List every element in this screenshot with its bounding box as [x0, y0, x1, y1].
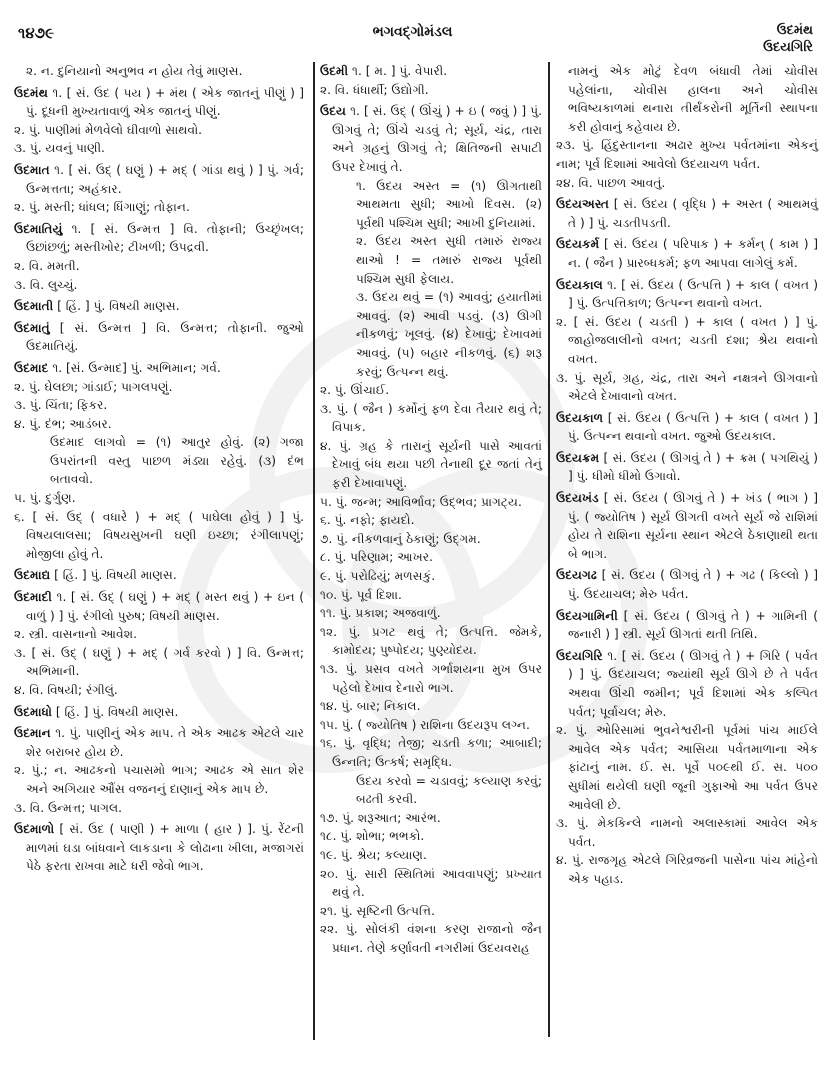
idiom: ૧. ઉદય અસ્ત = (૧) ઊગતાથી આથમતા સુધી; આખો દિવસ. (૨) પૂર્વથી પશ્ચિમ સુધી; આખી દુનિયામાં.	[356, 178, 542, 230]
definition: [ સં. ઉન્મત્ત ] વિ. ઉન્મત્ત; તોફાની. જુઓ ઉદમાતિયું.	[26, 320, 304, 354]
headword: ઉદયગિરિ	[556, 648, 603, 663]
definition: ૧. [ સં. ઉદ ( પય ) + મંથ ( એક જાતનું પીણું ) ] પું. દૂધની મુખ્યતાવાળું એક જાતનું પીણું.	[26, 85, 305, 119]
entry-continuation: ૨. ન. દુનિયાનો અનુભવ ન હોય તેવું માણસ.	[26, 64, 243, 78]
headword: ઉદમંથ	[14, 85, 48, 100]
definition: [ સં. ઉદય ( પરિપાક ) + કર્મન્ ( કામ ) ] ન. ( જૈન ) પ્રારબ્ધકર્મ; ફળ આપવા લાગેલું કર્મ.	[568, 237, 818, 270]
dictionary-entry: ઉદયકાલ ૧. [ સં. ઉદય ( ઉત્પત્તિ ) + કાલ ( વખત ) ] પું. ઉત્પત્તિકાળ; ઉત્પન્ન થવાનો વખત. ૨. [ સં. ઉદય ( ચડતી ) + કાલ ( વખત ) ] પું. જાહોજલાલીનો વખત; ચડતી દશા; શ્રેય થવાનો વખત. ૩. પું. સૂર્ય, ગ્રહ, ચંદ્ર, તારા અને નક્ષત્રને ઊગવાનો એટલે દેખાવાનો વખત.	[556, 277, 819, 404]
dictionary-entry: ઉદમંથ ૧. [ સં. ઉદ ( પય ) + મંથ ( એક જાતનું પીણું ) ] પું. દૂધની મુખ્યતાવાળું એક જાતનું પીણું. ૨. પું. પાણીમાં મેળવેલો ઘીવાળો સાથવો. ૩. પું. યવનું પાણી.	[14, 85, 305, 156]
definition: ૧. [ સં. ઉદય ( ઉત્પત્તિ ) + કાલ ( વખત ) ] પું. ઉત્પત્તિકાળ; ઉત્પન્ન થવાનો વખત.	[568, 277, 819, 311]
dictionary-entry	[14, 820, 304, 876]
headword: ઉદમાદ	[14, 360, 49, 375]
dictionary-entry	[14, 319, 304, 356]
headword: ઉદમાદ્ય	[14, 568, 51, 583]
dictionary-columns	[0, 62, 825, 1062]
dictionary-entry	[14, 297, 304, 316]
column-3	[556, 62, 818, 892]
dictionary-entry: ઉદમાતિયું ૧. [ સં. ઉન્મત્ત ] વિ. તોફાની; ઉચ્છૃંખલ; ઉછાંછળું; મસ્તીખોર; ટીખળી; ઉપદ્રવી. ૨. વિ. મમતી. ૩. વિ. લુચ્ચું.	[14, 221, 305, 292]
dictionary-entry: ઉદમાદ ૧. [સં. ઉન્માદ] પું. અભિમાન; ગર્વ. ૨. પું. ઘેલછા; ગાંડાઈ; પાગલપણું. ૩. પું. ચિંતા; ફિકર. ૪. પું. દંભ; આડંબર. ઉદમાદ લાગવો = (૧) આતુર હોવું. (૨) ગજા ઉપરાંતની વસ્તુ પાછળ મંડ્યા રહેવું. (૩) દંભ બતાવવો. ૫. પું. દુર્ગુણ. ૬. [ સં. ઉદ્ ( વધારે ) + મદ્ ( પાઘેલા હોવું ) ] પું. વિષયલાલસા; વિષયસુખની ઘણી ઇચ્છા; રંગીલાપણું; મોજીલા હોવું તે.	[14, 360, 304, 561]
dictionary-entry: ઉદમાન ૧. પું. પાણીનું એક માપ. તે એક આઢક એટલે ચાર શેર બરાબર હોય છે. ૨. પું.; ન. આઢકનો પચાસમો ભાગ; આઢક એ સાત શેર અને અગિયાર ઔંસ વજનનું દાણાનું એક માપ છે. ૩. વિ. ઉન્મત્ત; પાગલ.	[14, 726, 304, 815]
column-2	[320, 62, 542, 961]
definition: [ સં. ઉદય ( ઊગવું તે ) + ખંડ ( ભાગ ) ] પું. ( જ્યોતિષ ) સૂર્ય ઊગતી વખતે સૂર્ય જે રાશિમાં હોય તે રાશિના સૂર્યના સ્થાન એટલે ઠેકાણાથી થતા બે ભાગ.	[568, 491, 819, 561]
definition: [ સં. ઉદ ( પાણી ) + માળા ( હાર ) ]. પું. રેંટની માળમાં ઘડા બાંધવાને લાકડાના કે લોઢાના ખીલા, મજાગરાં પેઠે ફરતા રાખવા માટે ધરી જેવો ભાગ.	[26, 822, 305, 874]
headword: ઉદયગઢ	[556, 568, 597, 583]
definition: [ સં. ઉદય ( વૃદ્ધિ ) + અસ્ત ( આથમવું તે ) ] પું. ચડતીપડતી.	[568, 197, 819, 230]
definition: ૧. [ મ. ] પું. વેપારી.	[352, 64, 448, 78]
dictionary-entry	[14, 703, 304, 722]
headword: ઉદમાતિયું	[14, 221, 63, 236]
headword: ઉદયકાલ	[556, 277, 603, 292]
dictionary-entry: ઉદમાદી ૧. [ સં. ઉદ્ ( ઘણું ) + મદ્ ( મસ્ત થવું ) + ઇન ( વાળું ) ] પું. રંગીલો પુરુષ; વિષયી માણસ. ૨. સ્ત્રી. વાસનાનો આવેશ. ૩. [ સં. ઉદ્ ( ઘણું ) + મદ્ ( ગર્વ કરવો ) ] વિ. ઉન્મત્ત; અભિમાની. ૪. વિ. વિષયી; રંગીલું.	[14, 590, 304, 697]
definition: [ હિં. ] પું. વિષયી માણસ.	[57, 299, 180, 314]
dictionary-entry	[556, 409, 818, 446]
headword: ઉદયકાળ	[556, 410, 604, 425]
definition: [ હિં. ] પું. વિષયી માણસ.	[54, 568, 177, 583]
definition: [ સં. ઉદય ( ઊગવું તે ) + ગઢ ( કિલ્લો ) ] પું. ઉદયાચલ; મેરુ પર્વત.	[568, 568, 818, 602]
headword: ઉદય	[320, 104, 347, 119]
definition: ૧. [સં. ઉન્માદ] પું. અભિમાન; ગર્વ.	[52, 360, 221, 375]
dictionary-entry	[556, 449, 818, 486]
definition: [ સં. ઉદય ( ઊગવું તે ) + ગામિની ( જનારી ) ] સ્ત્રી. સૂર્ય ઊગતાં થતી તિથિ.	[568, 608, 818, 642]
idiom: ૩. ઉદય થવું = (૧) આવવું; હયાતીમાં આવવું. (૨) આવી પડવું. (૩) ઊગી નીકળવું; ખૂલવું. (૪) દેખાવું; દેખાવમાં આવવું. (૫) બહાર નીકળવું. (૬) શરૂ કરવું; ઉત્પન્ન થવું.	[356, 290, 542, 379]
dictionary-entry	[556, 235, 818, 272]
headword: ઉદમાતી	[14, 299, 54, 314]
dictionary-entry	[556, 566, 818, 603]
definition: ૧. પું. પાણીનું એક માપ. તે એક આઢક એટલે ચાર શેર બરાબર હોય છે.	[26, 726, 304, 759]
dictionary-entry	[556, 195, 818, 232]
dictionary-entry: ઉદય ૧. [ સં. ઉદ્ ( ઊંચું ) + ઇ ( જવું ) ] પું. ઊગવું તે; ઊંચે ચડવું તે; સૂર્ય, ચંદ્ર, તારા અને ગ્રહનું ઊગવું તે; ક્ષિતિજની સપાટી ઉપર દેખાવું તે. ૧. ઉદય અસ્ત = (૧) ઊગતાથી આથમતા સુધી; આખો દિવસ. (૨) પૂર્વથી પશ્ચિમ સુધી; આખી દુનિયામાં. ૨. ઉદય અસ્ત સુધી તમારું રાજ્ય થાઓ ! = તમારું રાજ્ય પૂર્વથી પશ્ચિમ સુધી ફેલાય. ૩. ઉદય થવું = (૧) આવવું; હયાતીમાં આવવું. (૨) આવી પડવું. (૩) ઊગી નીકળવું; ખૂલવું. (૪) દેખાવું; દેખાવમાં આવવું. (૫) બહાર નીકળવું. (૬) શરૂ કરવું; ઉત્પન્ન થવું. ૨. પું. ઊંચાઈ. ૩. પું. ( જૈન ) કર્મોનું ફળ દેવા તૈયાર થવું તે; વિપાક. ૪. પું. ગ્રહ કે તારાનું સૂર્યની પાસે આવતાં દેખાવું બંધ થયા પછી તેનાથી દૂર જતાં તેનું ફરી દેખાવાપણું. ૫. પું. જન્મ; આવિર્ભાવ; ઉદ્ભવ; પ્રાગટ્ય. ૬. પું. નફો; ફાયદો. ૭. પું. નીકળવાનું ઠેકાણું; ઉદ્ગમ. ૮. પું. પરિણામ; આખર. ૯. પું. પરોઢિયું; મળસકું. ૧૦. પું. પૂર્વ દિશા. ૧૧. પું. પ્રકાશ; અજવાળું. ૧૨. પું. પ્રગટ થવું તે; ઉત્પત્તિ. જેમકે, કામોદય; પુષ્પોદય; પુણ્યોદય. ૧૩. પું. પ્રસવ વખતે ગર્ભાશયના મુખ ઉપર પહેલો દેખાવ દેનારો ભાગ. ૧૪. પું. બાર; નિકાલ. ૧૫. પું. ( જ્યોતિષ ) રાશિના ઉદયરૂપ લગ્ન. ૧૬. પું. વૃદ્ધિ; તેજી; ચડતી કળા; આબાદી; ઉન્નતિ; ઉત્કર્ષ; સમૃદ્ધિ. ઉદય કરવો = ચડાવવું; કલ્યાણ કરવું; બઢતી કરવી. ૧૭. પું. શરૂઆત; આરંભ. ૧૮. પું. શોભા; ભભકો. ૧૯. પું. શ્રેય; કલ્યાણ. ૨૦. પું. સારી સ્થિતિમાં આવવાપણું; પ્રખ્યાત થવું તે. ૨૧. પું. સૃષ્ટિની ઉત્પત્તિ. ૨૨. પું. સોલંકી વંશના કરણ રાજાનો જૈન પ્રધાન. તેણે કર્ણાવતી નગરીમાં ઉદયવરાહ	[320, 104, 542, 955]
idiom: ઉદય કરવો = ચડાવવું; કલ્યાણ કરવું; બઢતી કરવી.	[356, 773, 542, 807]
page-header	[0, 0, 825, 58]
definition: [ હિં. ] પું. વિષયી માણસ.	[55, 704, 179, 719]
headword: ઉદયકર્મ	[556, 237, 600, 252]
dictionary-entry: ઉદમી ૧. [ મ. ] પું. વેપારી. ૨. વિ. ધંધાર્થી; ઉદ્યોગી.	[320, 64, 448, 97]
headword: ઉદમી	[320, 64, 349, 78]
dictionary-entry: ઉદમાત ૧. [ સં. ઉદ્ ( ઘણું ) + મદ્ ( ગાંડા થવું ) ] પું. ગર્વ; ઉન્મત્તતા; અહંકાર. ૨. પું. મસ્તી; ધાંધલ; ધિંગાણું; તોફાન.	[14, 162, 305, 215]
idiom: ઉદમાદ લાગવો = (૧) આતુર હોવું. (૨) ગજા ઉપરાંતની વસ્તુ પાછળ મંડ્યા રહેવું. (૩) દંભ બતાવવો.	[50, 435, 304, 487]
headword: ઉદમાન	[14, 726, 51, 741]
headword: ઉદમાતું	[14, 320, 50, 335]
entry-continuation: નામનું એક મોટું દેવળ બંધાવી તેમાં ચોવીસ પહેલાંના, ચોવીસ હાલના અને ચોવીસ ભવિષ્યકાળમાં થનારા તીર્થંકરોની મૂર્તિની સ્થાપના કરી હોવાનું કહેવાય છે. ૨૩. પું. હિંદુસ્તાનના અઢાર મુખ્ય પર્વતમાંના એકનું નામ; પૂર્વ દિશામાં આવેલો ઉદયાચળ પર્વત. ૨૪. વિ. પાછળ આવતું.	[556, 64, 818, 190]
dictionary-entry	[556, 607, 818, 644]
headword: ઉદયખંડ	[556, 491, 599, 506]
headword: ઉદયગામિની	[556, 608, 618, 623]
page-number: ૧૪૭૯	[18, 24, 54, 42]
dictionary-entry	[14, 566, 304, 585]
column-1	[14, 62, 304, 879]
definition: [ સં. ઉદય ( ઉત્પત્તિ ) + કાલ ( વખત ) ] પું. ઉત્પન્ન થવાનો વખત. જુઓ ઉદયકાલ.	[568, 410, 819, 444]
headword: ઉદમાળો	[14, 822, 55, 837]
running-title: ભગવદ્ગોમંડલ	[372, 24, 453, 40]
definition: ૧. [ સં. ઉદ્ ( ઘણું ) + મદ્ ( ગાંડા થવું ) ] પું. ગર્વ; ઉન્મત્તતા; અહંકાર.	[26, 162, 305, 196]
guide-words	[763, 22, 813, 56]
guide-word-first: ઉદમંથ	[776, 23, 813, 38]
dictionary-entry	[556, 489, 818, 563]
dictionary-entry: ઉદયગિરિ ૧. [ સં. ઉદય ( ઊગવું તે ) + ગિરિ ( પર્વત ) ] પું. ઉદયાચલ; જ્યાંથી સૂર્ય ઊગે છે તે પર્વત અથવા ઊંચી જમીન; પૂર્વ દિશામાં એક કલ્પિત પર્વત; પૂર્વાચલ; મેરુ. ૨. પું. ઓરિસામાં ભુવનેશ્વરીની પૂર્વમાં પાંચ માઈલે આવેલ એક પર્વત; આસિયા પર્વતમાળાના એક ફાંટાનું નામ. ઈ. સ. પૂર્વે ૫૦૯થી ઈ. સ. ૫૦૦ સુધીમાં થયેલી ઘણી જૂની ગુફાઓ આ પર્વત ઉપર આવેલી છે. ૩. પું. મેકકિન્લે નામનો અલાસ્કામાં આવેલ એક પર્વત. ૪. પું. રાજગૃહ એટલે ગિરિવ્રજની પાસેના પાંચ માંહેનો એક પહાડ.	[556, 648, 818, 886]
headword: ઉદયઅસ્ત	[556, 197, 609, 212]
definition: ૧. [ સં. ઉદ્ ( ઊંચું ) + ઇ ( જવું ) ] પું. ઊગવું તે; ઊંચે ચડવું તે; સૂર્ય, ચંદ્ર, તારા અને ગ્રહનું ઊગવું તે; ક્ષિતિજની સપાટી ઉપર દેખાવું તે.	[332, 104, 542, 174]
idiom: ૨. ઉદય અસ્ત સુધી તમારું રાજ્ય થાઓ ! = તમારું રાજ્ય પૂર્વથી પશ્ચિમ સુધી ફેલાય.	[356, 234, 542, 286]
headword: ઉદમાદી	[14, 590, 52, 605]
headword: ઉદમાત	[14, 162, 50, 177]
definition: [ સં. ઉદય ( ઊગવું તે ) + ક્રમ ( પગથિયું ) ] પું. ધીમો ધીમો ઉગાવો.	[568, 450, 818, 484]
headword: ઉદમાધો	[14, 704, 52, 719]
definition: ૧. [ સં. ઉન્મત્ત ] વિ. તોફાની; ઉચ્છૃંખલ; ઉછાંછળું; મસ્તીખોર; ટીખળી; ઉપદ્રવી.	[26, 221, 305, 255]
definition: ૧. [ સં. ઉદ્ ( ઘણું ) + મદ્ ( મસ્ત થવું ) + ઇન ( વાળું ) ] પું. રંગીલો પુરુષ; વિષયી માણસ.	[26, 590, 304, 623]
headword: ઉદયક્રમ	[556, 450, 600, 465]
definition: ૧. [ સં. ઉદય ( ઊગવું તે ) + ગિરિ ( પર્વત ) ] પું. ઉદયાચલ; જ્યાંથી સૂર્ય ઊગે છે તે પર્વત અથવા ઊંચી જમીન; પૂર્વ દિશામાં એક કલ્પિત પર્વત; પૂર્વાચલ; મેરુ.	[568, 648, 818, 719]
guide-word-last: ઉદયગિરિ	[763, 40, 813, 55]
